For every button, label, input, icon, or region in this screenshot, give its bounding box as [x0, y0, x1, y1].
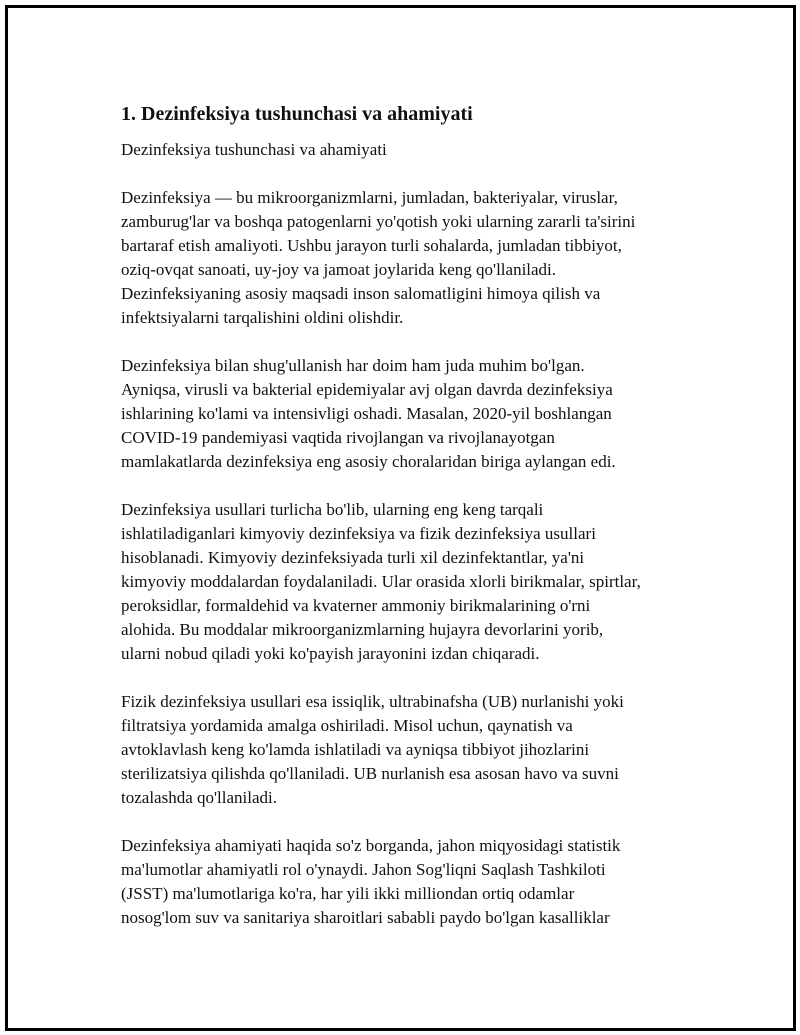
paragraph-line: nosog'lom suv va sanitariya sharoitlari sababli paydo bo'lgan kasalliklar	[121, 908, 610, 927]
section-subtitle: Dezinfeksiya tushunchasi va ahamiyati	[121, 140, 387, 159]
paragraph-1	[121, 186, 711, 330]
paragraph-line: Dezinfeksiyaning asosiy maqsadi inson salomatligini himoya qilish va	[121, 284, 601, 303]
paragraph-line: avtoklavlash keng ko'lamda ishlatiladi va ayniqsa tibbiyot jihozlarini	[121, 740, 590, 759]
paragraph-line: Dezinfeksiya ahamiyati haqida so'z borganda, jahon miqyosidagi statistik	[121, 836, 621, 855]
paragraph-2	[121, 354, 711, 474]
paragraph-3	[121, 498, 711, 666]
paragraph-line: oziq-ovqat sanoati, uy-joy va jamoat joylarida keng qo'llaniladi.	[121, 260, 557, 279]
paragraph-line: (JSST) ma'lumotlariga ko'ra, har yili ikki milliondan ortiq odamlar	[121, 884, 575, 903]
paragraph-line: mamlakatlarda dezinfeksiya eng asosiy choralaridan biriga aylangan edi.	[121, 452, 616, 471]
paragraph-line: hisoblanadi. Kimyoviy dezinfeksiyada turli xil dezinfektantlar, ya'ni	[121, 548, 585, 567]
paragraph-line: infektsiyalarni tarqalishini oldini olishdir.	[121, 308, 404, 327]
paragraph-line: COVID-19 pandemiyasi vaqtida rivojlangan va rivojlanayotgan	[121, 428, 555, 447]
paragraph-line: peroksidlar, formaldehid va kvaterner ammoniy birikmalarining o'rni	[121, 596, 591, 615]
paragraph-line: Ayniqsa, virusli va bakterial epidemiyalar avj olgan davrda dezinfeksiya	[121, 380, 613, 399]
paragraph-line: zamburug'lar va boshqa patogenlarni yo'qotish yoki ularning zararli ta'sirini	[121, 212, 636, 231]
paragraph-line: tozalashda qo'llaniladi.	[121, 788, 278, 807]
section-heading: 1. Dezinfeksiya tushunchasi va ahamiyati	[121, 103, 473, 125]
paragraph-4	[121, 690, 711, 810]
paragraph-line: ishlarining ko'lami va intensivligi oshadi. Masalan, 2020-yil boshlangan	[121, 404, 612, 423]
paragraph-line: Dezinfeksiya usullari turlicha bo'lib, ularning eng keng tarqali	[121, 500, 544, 519]
paragraph-line: Dezinfeksiya bilan shug'ullanish har doim ham juda muhim bo'lgan.	[121, 356, 585, 375]
paragraph-line: alohida. Bu moddalar mikroorganizmlarning hujayra devorlarini yorib,	[121, 620, 604, 639]
paragraph-line: ishlatiladiganlari kimyoviy dezinfeksiya va fizik dezinfeksiya usullari	[121, 524, 596, 543]
paragraph-line: Fizik dezinfeksiya usullari esa issiqlik, ultrabinafsha (UB) nurlanishi yoki	[121, 692, 624, 711]
paragraph-line: Dezinfeksiya — bu mikroorganizmlarni, jumladan, bakteriyalar, viruslar,	[121, 188, 618, 207]
paragraph-5	[121, 834, 711, 930]
paragraph-line: ma'lumotlar ahamiyatli rol o'ynaydi. Jahon Sog'liqni Saqlash Tashkiloti	[121, 860, 606, 879]
document-content	[121, 100, 711, 954]
paragraph-line: ularni nobud qiladi yoki ko'payish jarayonini izdan chiqaradi.	[121, 644, 540, 663]
paragraph-line: kimyoviy moddalardan foydalaniladi. Ular orasida xlorli birikmalar, spirtlar,	[121, 572, 641, 591]
paragraph-line: bartaraf etish amaliyoti. Ushbu jarayon turli sohalarda, jumladan tibbiyot,	[121, 236, 622, 255]
document-page	[5, 5, 796, 1031]
paragraph-line: sterilizatsiya qilishda qo'llaniladi. UB nurlanish esa asosan havo va suvni	[121, 764, 619, 783]
paragraph-line: filtratsiya yordamida amalga oshiriladi. Misol uchun, qaynatish va	[121, 716, 573, 735]
